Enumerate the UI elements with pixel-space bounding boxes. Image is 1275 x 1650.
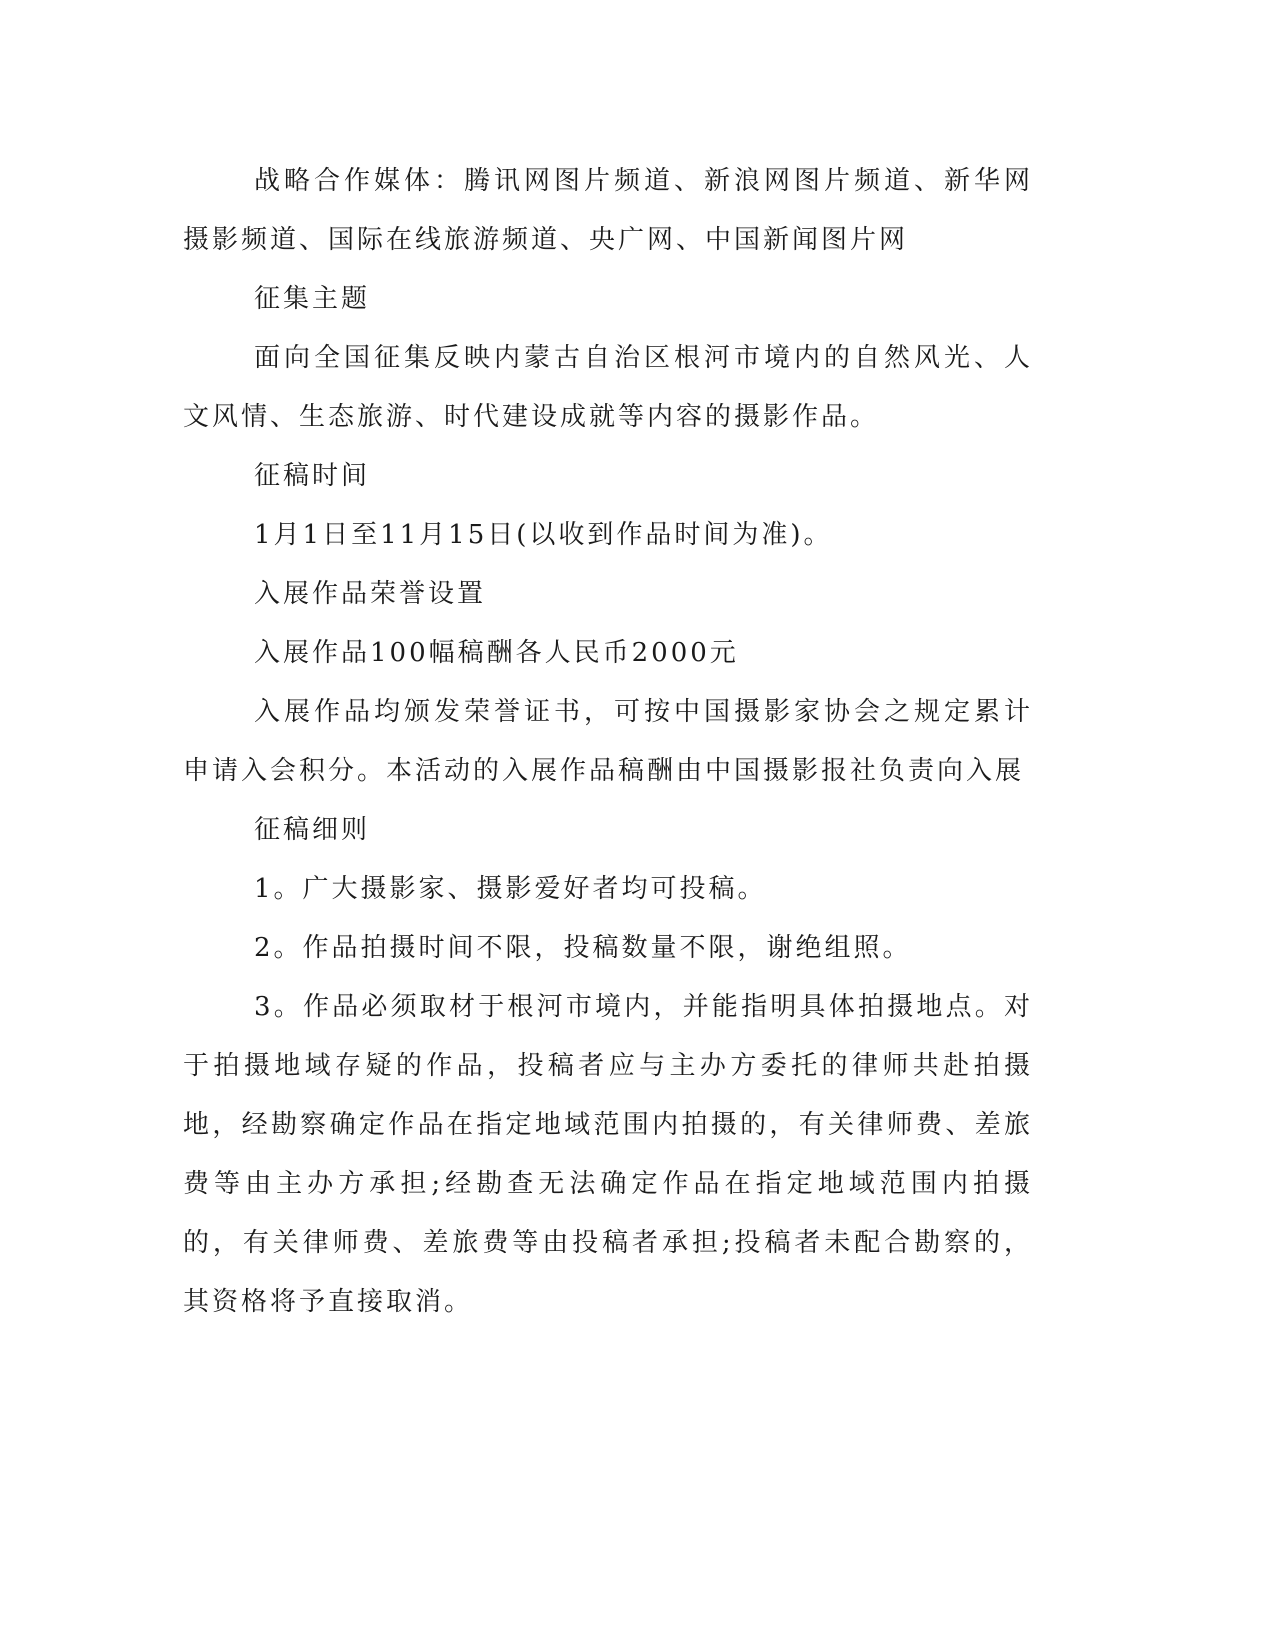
- heading-theme: 征集主题: [254, 284, 371, 314]
- document-body: [183, 152, 1033, 1332]
- paragraph-submission-period: 1月1日至11月15日(以收到作品时间为准)。: [254, 520, 833, 550]
- heading-rules: 征稿细则: [254, 815, 371, 845]
- paragraph-honors-certificate: 入展作品均颁发荣誉证书，可按中国摄影家协会之规定累计申请入会积分。本活动的入展作品稿酬由中国摄影报社负责向入展: [183, 697, 1033, 786]
- paragraph-rule-1: 1。广大摄影家、摄影爱好者均可投稿。: [254, 874, 767, 904]
- heading-honors: 入展作品荣誉设置: [254, 579, 487, 609]
- paragraph-rule-2: 2。作品拍摄时间不限，投稿数量不限，谢绝组照。: [254, 933, 912, 963]
- heading-submission-period: 征稿时间: [254, 461, 371, 491]
- paragraph-rule-3: 3。作品必须取材于根河市境内，并能指明具体拍摄地点。对于拍摄地域存疑的作品，投稿者应与主办方委托的律师共赴拍摄地，经勘察确定作品在指定地域范围内拍摄的，有关律师费、差旅费等由主办方承担;经勘查无法确定作品在指定地域范围内拍摄的，有关律师费、差旅费等由投稿者承担;投稿者未配合勘察的，其资格将予直接取消。: [183, 992, 1033, 1317]
- paragraph-honors-fee: 入展作品100幅稿酬各人民币2000元: [254, 638, 739, 668]
- paragraph-media-partners: 战略合作媒体：腾讯网图片频道、新浪网图片频道、新华网摄影频道、国际在线旅游频道、央广网、中国新闻图片网: [183, 166, 1033, 255]
- paragraph-theme: 面向全国征集反映内蒙古自治区根河市境内的自然风光、人文风情、生态旅游、时代建设成就等内容的摄影作品。: [183, 343, 1033, 432]
